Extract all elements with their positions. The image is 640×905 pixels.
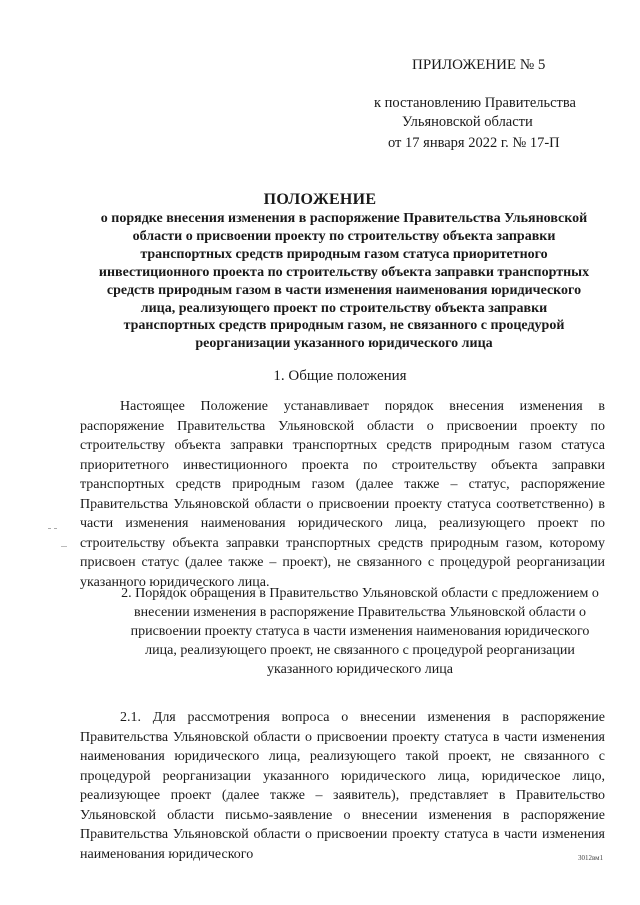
decree-date: от 17 января 2022 г. № 17-П	[388, 135, 560, 151]
section-1-paragraph: Настоящее Положение устанавливает порядок внесения изменения в распоряжение Правительства Ульяновской области о присвоении проекту по строительству объекта заправки транспортных средств природным газом статуса приоритетного инвестиционного проекта по строительству объекта заправки транспортных средств природным газом (далее также – статус, распоряжение Правительства Ульяновской области о присвоении проекту статуса соответственно) в части изменения наименования юридического лица, реализующего проект по строительству объекта заправки транспортных средств природным газом, которому присвоен статус (далее также – проект), не связанного с процедурой реорганизации указанного юридического лица.	[80, 399, 605, 590]
decree-reference: к постановлению Правительства	[374, 95, 576, 111]
appendix-number: ПРИЛОЖЕНИЕ № 5	[412, 57, 546, 73]
document-code: 3012вм1	[578, 854, 604, 862]
section-1-heading: 1. Общие положения	[273, 368, 407, 384]
document-title: ПОЛОЖЕНИЕ	[263, 191, 377, 208]
section-2-heading: 2. Порядок обращения в Правительство Ульяновской области с предложением о внесении изменения в распоряжение Правительства Ульяновской области о присвоении проекту статуса в части изменения наименования юридического лица, реализующего проект, не связанного с процедурой реорганизации указанного юридического лица	[121, 586, 599, 677]
section-2-paragraph: 2.1. Для рассмотрения вопроса о внесении изменения в распоряжение Правительства Ульяновской области о присвоении проекту статуса в части изменения наименования юридического лица, реализующего такой проект, не связанного с процедурой реорганизации указанного юридического лица, юридическое лицо, реализующее проект (далее также – заявитель), представляет в Правительство Ульяновской области письмо-заявление о внесении изменения в распоряжение Правительства Ульяновской области о присвоении проекту статуса в части изменения наименования юридического	[80, 710, 605, 862]
document-subtitle: о порядке внесения изменения в распоряжение Правительства Ульяновской области о присвоении проекту по строительству объекта заправки транспортных средств природным газом статуса приоритетного инвестиционного проекта по строительству объекта заправки транспортных средств природным газом в части изменения наименования юридического лица, реализующего проект по строительству объекта заправки транспортных средств природным газом, не связанного с процедурой реорганизации указанного юридического лица	[98, 211, 590, 352]
scan-margin-mark	[48, 528, 57, 529]
region-reference: Ульяновской области	[402, 114, 533, 130]
scan-margin-mark	[61, 546, 67, 547]
